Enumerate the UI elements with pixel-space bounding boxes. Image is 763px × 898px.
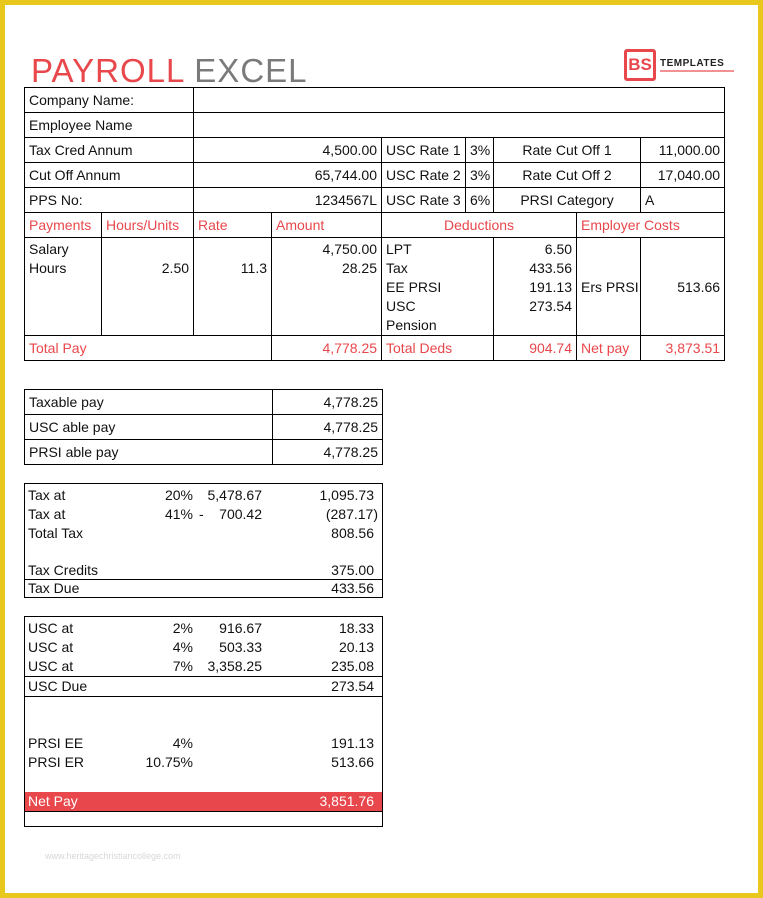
column-header-row xyxy=(25,213,725,238)
header-payments: Payments xyxy=(25,213,102,238)
deduction-label: LPT xyxy=(386,241,412,257)
payroll-table xyxy=(24,87,725,361)
deduction-value: 6.50 xyxy=(544,241,573,257)
usc-row-base: 503.33 xyxy=(219,639,262,655)
tax-row-base: 700.42 xyxy=(219,506,262,522)
usc-row-base: 916.67 xyxy=(219,620,262,636)
tax-row-base: 5,478.67 xyxy=(207,487,262,503)
logo-underline xyxy=(660,70,734,72)
tax-row xyxy=(25,505,382,524)
hours-value: 2.50 xyxy=(161,260,190,276)
total-tax-row xyxy=(25,524,382,543)
pay-summary-row xyxy=(25,390,383,415)
prsi-able-pay-value: 4,778.25 xyxy=(273,440,383,465)
deduction-labels-cell xyxy=(382,238,494,336)
cutoff-label: Cut Off Annum xyxy=(25,163,194,188)
payment-label: Hours xyxy=(29,260,67,276)
amount-cell[interactable] xyxy=(272,238,382,336)
usc-row-label: USC at xyxy=(28,639,74,655)
usc-row xyxy=(25,638,382,657)
prsi-er-value: 513.66 xyxy=(331,754,374,770)
tax-due-label: Tax Due xyxy=(28,580,80,596)
usc-able-pay-label: USC able pay xyxy=(25,415,273,440)
rate-cell[interactable] xyxy=(194,238,272,336)
employee-row xyxy=(25,113,725,138)
header-hours-units: Hours/Units xyxy=(102,213,194,238)
logo-mark: BS xyxy=(624,49,656,81)
prsi-ee-label: PRSI EE xyxy=(28,735,84,751)
watermark: www.heritagechristiancollege.com xyxy=(45,851,181,861)
rate-value xyxy=(198,240,267,259)
tax-row xyxy=(25,486,382,505)
total-deds-value: 904.74 xyxy=(494,336,577,361)
tax-row-label: Tax at xyxy=(28,487,66,503)
hours-value xyxy=(106,240,189,259)
bs-templates-logo xyxy=(624,49,744,85)
title-payroll: PAYROLL xyxy=(31,52,185,89)
deduction-label: Pension xyxy=(386,317,437,333)
tax-row-value: (287.17) xyxy=(325,506,378,522)
pay-summary-row xyxy=(25,415,383,440)
header-employer-costs: Employer Costs xyxy=(577,213,725,238)
amount-value: 28.25 xyxy=(341,260,378,276)
usc-rate-3-label: USC Rate 3 xyxy=(382,188,466,213)
tax-cred-row xyxy=(25,138,725,163)
prsi-ee-row xyxy=(25,734,382,753)
usc-rate-3-value[interactable]: 6% xyxy=(466,188,494,213)
rate-cut-off-1-value[interactable]: 11,000.00 xyxy=(641,138,725,163)
usc-rate-2-label: USC Rate 2 xyxy=(382,163,466,188)
prsi-able-pay-label: PRSI able pay xyxy=(25,440,273,465)
usc-row-label: USC at xyxy=(28,658,74,674)
rate-cut-off-2-label: Rate Cut Off 2 xyxy=(494,163,641,188)
prsi-ee-value: 191.13 xyxy=(331,735,374,751)
employer-label-cell xyxy=(577,238,641,336)
pay-summary-row xyxy=(25,440,383,465)
divider xyxy=(25,696,382,697)
usc-prsi-box xyxy=(24,616,383,827)
pps-row xyxy=(25,188,725,213)
pay-summary-table xyxy=(24,389,383,465)
usc-row-pct: 7% xyxy=(172,658,193,674)
hours-cell[interactable] xyxy=(102,238,194,336)
tax-cred-label: Tax Cred Annum xyxy=(25,138,194,163)
net-pay-final-value: 3,851.76 xyxy=(319,793,374,809)
net-pay-bar xyxy=(25,792,382,811)
usc-rate-1-value[interactable]: 3% xyxy=(466,138,494,163)
usc-due-row xyxy=(25,677,382,696)
payment-label: Salary xyxy=(29,241,69,257)
deduction-value: 433.56 xyxy=(529,260,573,276)
header-deductions: Deductions xyxy=(382,213,577,238)
deduction-label: Tax xyxy=(386,260,408,276)
tax-cred-value[interactable]: 4,500.00 xyxy=(194,138,382,163)
deduction-value: 273.54 xyxy=(529,298,573,314)
header-amount: Amount xyxy=(272,213,382,238)
prsi-er-row xyxy=(25,753,382,772)
page-title xyxy=(31,51,308,91)
divider xyxy=(25,811,382,812)
amount-value: 4,750.00 xyxy=(322,241,378,257)
net-pay-final-label: Net Pay xyxy=(28,793,78,809)
tax-credits-row xyxy=(25,561,382,580)
usc-row-pct: 4% xyxy=(172,639,193,655)
usc-row-value: 18.33 xyxy=(338,620,374,636)
usc-due-label: USC Due xyxy=(28,678,88,694)
tax-row-pct: 41% xyxy=(164,506,193,522)
employer-value-cell[interactable] xyxy=(641,238,725,336)
usc-row-base: 3,358.25 xyxy=(207,658,262,674)
pps-label: PPS No: xyxy=(25,188,194,213)
total-deds-label: Total Deds xyxy=(382,336,494,361)
tax-credits-label: Tax Credits xyxy=(28,562,99,578)
net-pay-label: Net pay xyxy=(577,336,641,361)
rate-value: 11.3 xyxy=(240,260,268,276)
taxable-pay-value: 4,778.25 xyxy=(273,390,383,415)
company-row xyxy=(25,88,725,113)
usc-row-value: 20.13 xyxy=(338,639,374,655)
tax-row-dash: - xyxy=(199,506,204,522)
company-value[interactable] xyxy=(194,88,725,113)
deduction-label: EE PRSI xyxy=(386,279,442,295)
tax-row-value: 1,095.73 xyxy=(319,487,374,503)
taxable-pay-label: Taxable pay xyxy=(25,390,273,415)
title-excel: EXCEL xyxy=(194,52,308,89)
employee-label: Employee Name xyxy=(25,113,194,138)
cutoff-row xyxy=(25,163,725,188)
payments-labels-cell xyxy=(25,238,102,336)
prsi-er-label: PRSI ER xyxy=(28,754,85,770)
deduction-values-cell[interactable] xyxy=(494,238,577,336)
header-rate: Rate xyxy=(194,213,272,238)
tax-row-label: Tax at xyxy=(28,506,66,522)
usc-row-value: 235.08 xyxy=(331,658,374,674)
deduction-label: USC xyxy=(386,298,416,314)
employer-value: 513.66 xyxy=(677,279,721,295)
company-label: Company Name: xyxy=(25,88,194,113)
payroll-sheet xyxy=(5,5,758,893)
net-pay-value: 3,873.51 xyxy=(641,336,725,361)
usc-rate-1-label: USC Rate 1 xyxy=(382,138,466,163)
tax-due-value: 433.56 xyxy=(331,580,374,596)
total-tax-value: 808.56 xyxy=(331,525,374,541)
logo-text: TEMPLATES xyxy=(660,58,725,69)
tax-credits-value: 375.00 xyxy=(331,562,374,578)
cutoff-value[interactable]: 65,744.00 xyxy=(194,163,382,188)
totals-row xyxy=(25,336,725,361)
pps-value[interactable]: 1234567L xyxy=(194,188,382,213)
usc-able-pay-value: 4,778.25 xyxy=(273,415,383,440)
prsi-er-pct: 10.75% xyxy=(145,754,193,770)
usc-rate-2-value[interactable]: 3% xyxy=(466,163,494,188)
prsi-ee-pct: 4% xyxy=(172,735,193,751)
total-tax-label: Total Tax xyxy=(28,525,83,541)
employee-value[interactable] xyxy=(194,113,725,138)
usc-row xyxy=(25,619,382,638)
rate-cut-off-2-value[interactable]: 17,040.00 xyxy=(641,163,725,188)
employer-label: Ers PRSI xyxy=(581,279,639,295)
deduction-value: 191.13 xyxy=(529,279,573,295)
total-pay-value: 4,778.25 xyxy=(272,336,382,361)
rate-cut-off-1-label: Rate Cut Off 1 xyxy=(494,138,641,163)
usc-row xyxy=(25,657,382,676)
usc-row-pct: 2% xyxy=(172,620,193,636)
tax-due-row xyxy=(25,579,382,598)
usc-row-label: USC at xyxy=(28,620,74,636)
prsi-category-value[interactable]: A xyxy=(641,188,725,213)
payroll-body-row xyxy=(25,238,725,336)
prsi-category-label: PRSI Category xyxy=(494,188,641,213)
total-pay-label: Total Pay xyxy=(25,336,272,361)
tax-row-pct: 20% xyxy=(164,487,193,503)
tax-box xyxy=(24,483,383,598)
usc-due-value: 273.54 xyxy=(331,678,374,694)
